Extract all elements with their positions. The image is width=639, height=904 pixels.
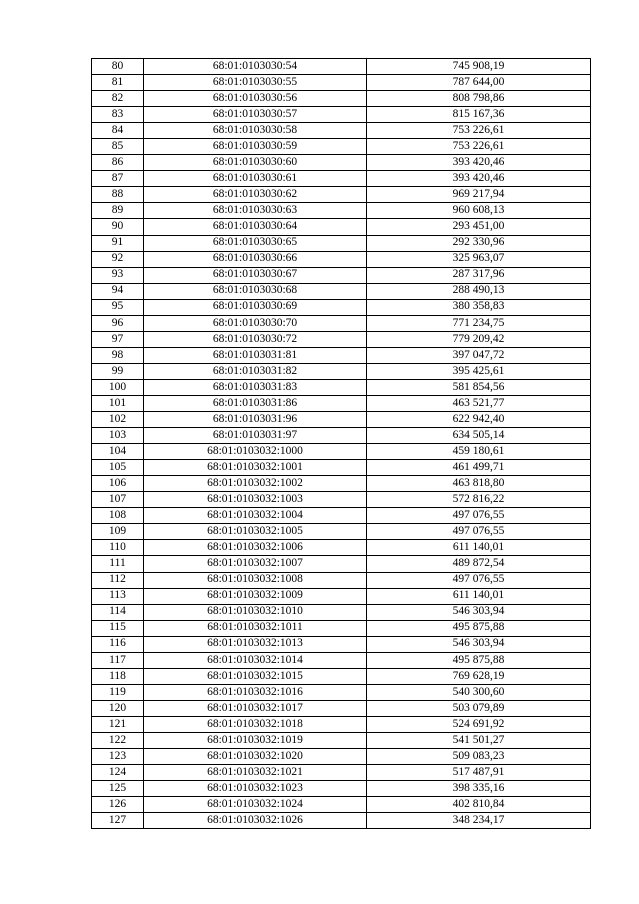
cadastral-number-cell: 68:01:0103032:1015 (144, 668, 367, 684)
table-row (92, 75, 591, 91)
table-row (92, 492, 591, 508)
row-number-cell: 97 (92, 331, 144, 347)
value-cell: 497 076,55 (367, 524, 591, 540)
table-row (92, 171, 591, 187)
row-number-cell: 94 (92, 283, 144, 299)
value-cell: 808 798,86 (367, 91, 591, 107)
table-row (92, 123, 591, 139)
value-cell: 787 644,00 (367, 75, 591, 91)
cadastral-number-cell: 68:01:0103032:1011 (144, 620, 367, 636)
table-row (92, 620, 591, 636)
cadastral-number-cell: 68:01:0103030:65 (144, 235, 367, 251)
table-row (92, 299, 591, 315)
table-row (92, 139, 591, 155)
table-row (92, 251, 591, 267)
value-cell: 497 076,55 (367, 508, 591, 524)
row-number-cell: 115 (92, 620, 144, 636)
row-number-cell: 98 (92, 347, 144, 363)
cadastral-number-cell: 68:01:0103032:1009 (144, 588, 367, 604)
table-row (92, 235, 591, 251)
table-row (92, 155, 591, 171)
cadastral-number-cell: 68:01:0103032:1026 (144, 813, 367, 829)
value-cell: 398 335,16 (367, 781, 591, 797)
row-number-cell: 87 (92, 171, 144, 187)
row-number-cell: 127 (92, 813, 144, 829)
table-row (92, 572, 591, 588)
cadastral-number-cell: 68:01:0103032:1008 (144, 572, 367, 588)
cadastral-number-cell: 68:01:0103030:58 (144, 123, 367, 139)
cadastral-number-cell: 68:01:0103032:1017 (144, 700, 367, 716)
value-cell: 745 908,19 (367, 59, 591, 75)
value-cell: 292 330,96 (367, 235, 591, 251)
value-cell: 581 854,56 (367, 379, 591, 395)
value-cell: 348 234,17 (367, 813, 591, 829)
cadastral-number-cell: 68:01:0103031:96 (144, 412, 367, 428)
row-number-cell: 100 (92, 379, 144, 395)
cadastral-number-cell: 68:01:0103032:1006 (144, 540, 367, 556)
row-number-cell: 92 (92, 251, 144, 267)
cadastral-number-cell: 68:01:0103031:83 (144, 379, 367, 395)
table-row (92, 668, 591, 684)
row-number-cell: 123 (92, 749, 144, 765)
cadastral-number-cell: 68:01:0103030:68 (144, 283, 367, 299)
table-row (92, 781, 591, 797)
cadastral-number-cell: 68:01:0103031:82 (144, 363, 367, 379)
value-cell: 393 420,46 (367, 171, 591, 187)
table-row (92, 267, 591, 283)
table-row (92, 203, 591, 219)
table-row (92, 588, 591, 604)
row-number-cell: 88 (92, 187, 144, 203)
row-number-cell: 110 (92, 540, 144, 556)
row-number-cell: 95 (92, 299, 144, 315)
cadastral-number-cell: 68:01:0103032:1020 (144, 749, 367, 765)
value-cell: 503 079,89 (367, 700, 591, 716)
value-cell: 395 425,61 (367, 363, 591, 379)
cadastral-number-cell: 68:01:0103032:1002 (144, 476, 367, 492)
table-row (92, 749, 591, 765)
value-cell: 495 875,88 (367, 652, 591, 668)
cadastral-number-cell: 68:01:0103032:1004 (144, 508, 367, 524)
value-cell: 611 140,01 (367, 540, 591, 556)
value-cell: 960 608,13 (367, 203, 591, 219)
table-row (92, 556, 591, 572)
cadastral-number-cell: 68:01:0103030:55 (144, 75, 367, 91)
table-row (92, 684, 591, 700)
row-number-cell: 96 (92, 315, 144, 331)
row-number-cell: 91 (92, 235, 144, 251)
cadastral-number-cell: 68:01:0103031:86 (144, 395, 367, 411)
value-cell: 753 226,61 (367, 139, 591, 155)
cadastral-number-cell: 68:01:0103030:64 (144, 219, 367, 235)
value-cell: 402 810,84 (367, 797, 591, 813)
row-number-cell: 122 (92, 732, 144, 748)
cadastral-number-cell: 68:01:0103032:1019 (144, 732, 367, 748)
row-number-cell: 83 (92, 107, 144, 123)
table-row (92, 716, 591, 732)
cadastral-number-cell: 68:01:0103032:1005 (144, 524, 367, 540)
cadastral-number-cell: 68:01:0103030:62 (144, 187, 367, 203)
table-row (92, 652, 591, 668)
value-cell: 293 451,00 (367, 219, 591, 235)
table-row (92, 59, 591, 75)
cadastral-number-cell: 68:01:0103030:70 (144, 315, 367, 331)
value-cell: 495 875,88 (367, 620, 591, 636)
value-cell: 572 816,22 (367, 492, 591, 508)
row-number-cell: 101 (92, 395, 144, 411)
table-row (92, 219, 591, 235)
table-row (92, 412, 591, 428)
cadastral-number-cell: 68:01:0103030:54 (144, 59, 367, 75)
value-cell: 287 317,96 (367, 267, 591, 283)
value-cell: 622 942,40 (367, 412, 591, 428)
table-row (92, 347, 591, 363)
value-cell: 288 490,13 (367, 283, 591, 299)
cadastral-number-cell: 68:01:0103030:61 (144, 171, 367, 187)
value-cell: 463 521,77 (367, 395, 591, 411)
value-cell: 461 499,71 (367, 460, 591, 476)
cadastral-number-cell: 68:01:0103031:81 (144, 347, 367, 363)
table-row (92, 428, 591, 444)
table-row (92, 315, 591, 331)
cadastral-number-cell: 68:01:0103032:1021 (144, 765, 367, 781)
cadastral-number-cell: 68:01:0103030:60 (144, 155, 367, 171)
cadastral-number-cell: 68:01:0103032:1023 (144, 781, 367, 797)
row-number-cell: 126 (92, 797, 144, 813)
value-cell: 771 234,75 (367, 315, 591, 331)
row-number-cell: 93 (92, 267, 144, 283)
table-row (92, 540, 591, 556)
value-cell: 540 300,60 (367, 684, 591, 700)
value-cell: 497 076,55 (367, 572, 591, 588)
value-cell: 325 963,07 (367, 251, 591, 267)
cadastral-number-cell: 68:01:0103030:63 (144, 203, 367, 219)
table-row (92, 636, 591, 652)
row-number-cell: 84 (92, 123, 144, 139)
value-cell: 611 140,01 (367, 588, 591, 604)
value-cell: 969 217,94 (367, 187, 591, 203)
table-row (92, 331, 591, 347)
cadastral-value-table (91, 58, 591, 829)
value-cell: 546 303,94 (367, 604, 591, 620)
cadastral-number-cell: 68:01:0103032:1018 (144, 716, 367, 732)
cadastral-number-cell: 68:01:0103032:1014 (144, 652, 367, 668)
value-cell: 393 420,46 (367, 155, 591, 171)
value-cell: 463 818,80 (367, 476, 591, 492)
cadastral-number-cell: 68:01:0103031:97 (144, 428, 367, 444)
value-cell: 779 209,42 (367, 331, 591, 347)
cadastral-number-cell: 68:01:0103032:1007 (144, 556, 367, 572)
row-number-cell: 113 (92, 588, 144, 604)
row-number-cell: 121 (92, 716, 144, 732)
row-number-cell: 86 (92, 155, 144, 171)
cadastral-number-cell: 68:01:0103030:67 (144, 267, 367, 283)
row-number-cell: 103 (92, 428, 144, 444)
cadastral-number-cell: 68:01:0103032:1024 (144, 797, 367, 813)
value-cell: 634 505,14 (367, 428, 591, 444)
value-cell: 397 047,72 (367, 347, 591, 363)
row-number-cell: 119 (92, 684, 144, 700)
table-row (92, 444, 591, 460)
row-number-cell: 114 (92, 604, 144, 620)
row-number-cell: 118 (92, 668, 144, 684)
value-cell: 815 167,36 (367, 107, 591, 123)
cadastral-number-cell: 68:01:0103032:1016 (144, 684, 367, 700)
table-row (92, 508, 591, 524)
row-number-cell: 89 (92, 203, 144, 219)
table-row (92, 187, 591, 203)
row-number-cell: 125 (92, 781, 144, 797)
row-number-cell: 105 (92, 460, 144, 476)
cadastral-number-cell: 68:01:0103032:1013 (144, 636, 367, 652)
row-number-cell: 107 (92, 492, 144, 508)
table-row (92, 379, 591, 395)
value-cell: 517 487,91 (367, 765, 591, 781)
row-number-cell: 120 (92, 700, 144, 716)
row-number-cell: 108 (92, 508, 144, 524)
row-number-cell: 102 (92, 412, 144, 428)
cadastral-number-cell: 68:01:0103030:57 (144, 107, 367, 123)
cadastral-number-cell: 68:01:0103030:69 (144, 299, 367, 315)
value-cell: 459 180,61 (367, 444, 591, 460)
cadastral-number-cell: 68:01:0103032:1001 (144, 460, 367, 476)
table-row (92, 363, 591, 379)
value-cell: 546 303,94 (367, 636, 591, 652)
row-number-cell: 109 (92, 524, 144, 540)
cadastral-number-cell: 68:01:0103032:1003 (144, 492, 367, 508)
cadastral-number-cell: 68:01:0103030:59 (144, 139, 367, 155)
row-number-cell: 106 (92, 476, 144, 492)
table-row (92, 732, 591, 748)
table-row (92, 283, 591, 299)
table-row (92, 395, 591, 411)
table-row (92, 797, 591, 813)
row-number-cell: 124 (92, 765, 144, 781)
table-body (92, 59, 591, 829)
row-number-cell: 111 (92, 556, 144, 572)
row-number-cell: 80 (92, 59, 144, 75)
table-row (92, 476, 591, 492)
value-cell: 509 083,23 (367, 749, 591, 765)
cadastral-number-cell: 68:01:0103032:1000 (144, 444, 367, 460)
value-cell: 380 358,83 (367, 299, 591, 315)
table-row (92, 460, 591, 476)
table-row (92, 813, 591, 829)
row-number-cell: 90 (92, 219, 144, 235)
value-cell: 753 226,61 (367, 123, 591, 139)
table-row (92, 91, 591, 107)
cadastral-number-cell: 68:01:0103030:66 (144, 251, 367, 267)
cadastral-number-cell: 68:01:0103030:72 (144, 331, 367, 347)
table-row (92, 765, 591, 781)
row-number-cell: 117 (92, 652, 144, 668)
row-number-cell: 112 (92, 572, 144, 588)
row-number-cell: 81 (92, 75, 144, 91)
row-number-cell: 85 (92, 139, 144, 155)
value-cell: 769 628,19 (367, 668, 591, 684)
cadastral-number-cell: 68:01:0103030:56 (144, 91, 367, 107)
row-number-cell: 104 (92, 444, 144, 460)
value-cell: 524 691,92 (367, 716, 591, 732)
table-row (92, 524, 591, 540)
table-row (92, 700, 591, 716)
table-row (92, 107, 591, 123)
cadastral-number-cell: 68:01:0103032:1010 (144, 604, 367, 620)
row-number-cell: 116 (92, 636, 144, 652)
value-cell: 541 501,27 (367, 732, 591, 748)
value-cell: 489 872,54 (367, 556, 591, 572)
table-row (92, 604, 591, 620)
row-number-cell: 99 (92, 363, 144, 379)
row-number-cell: 82 (92, 91, 144, 107)
